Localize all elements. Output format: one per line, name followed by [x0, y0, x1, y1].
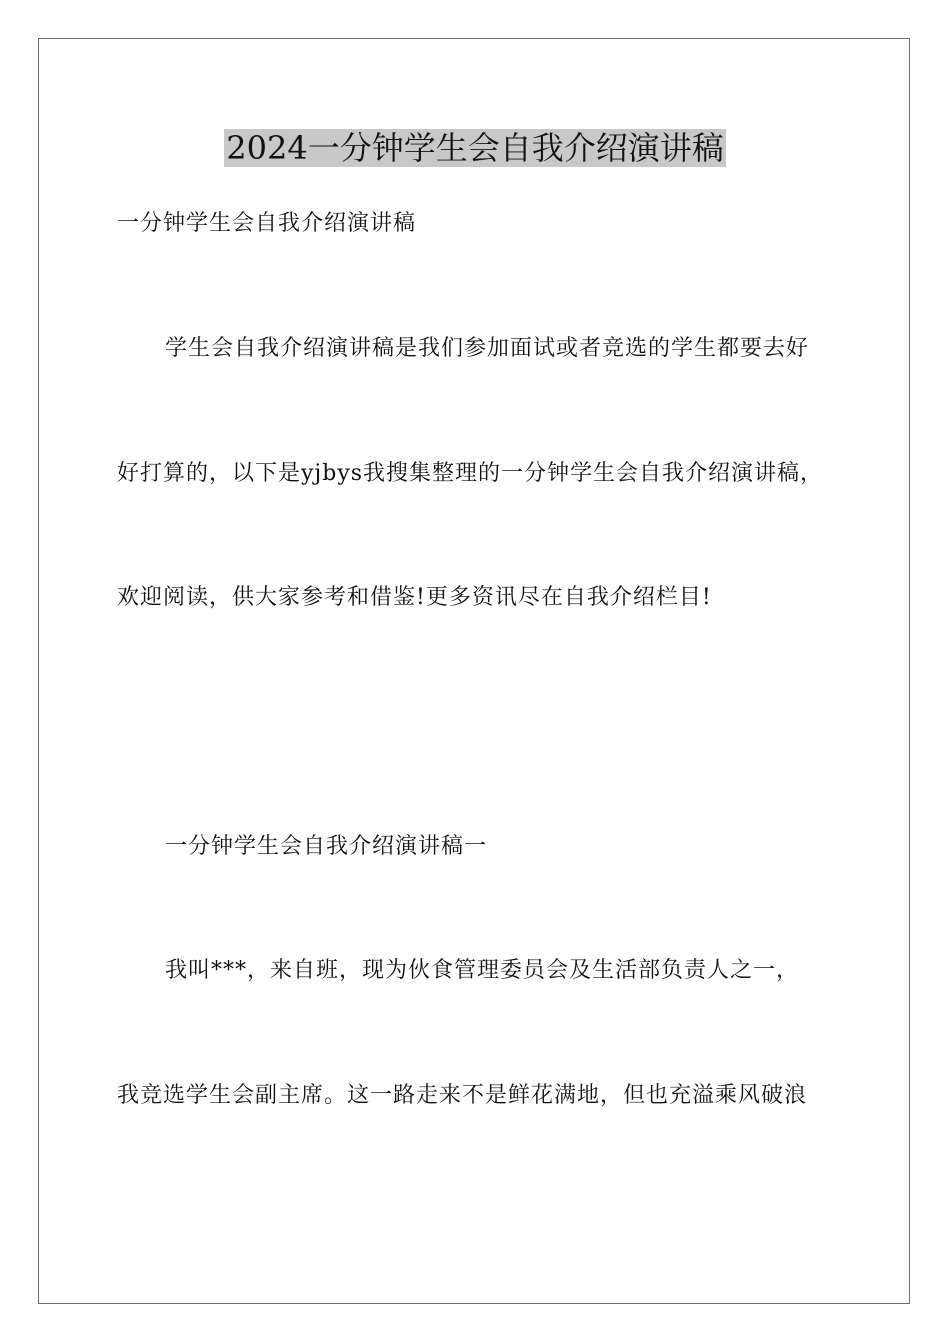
document-title: [0, 126, 950, 170]
paragraph-line-2: 好打算的，以下是yjbys我搜集整理的一分钟学生会自我介绍演讲稿，: [117, 461, 824, 486]
paragraph-line-4: 我叫***，来自班，现为伙食管理委员会及生活部负责人之一，: [165, 958, 800, 983]
subtitle-line: 一分钟学生会自我介绍演讲稿: [117, 211, 417, 236]
paragraph-line-1: 学生会自我介绍演讲稿是我们参加面试或者竞选的学生都要去好: [165, 336, 810, 361]
paragraph-line-5: 我竞选学生会副主席。这一路走来不是鲜花满地，但也充溢乘风破浪: [117, 1083, 808, 1108]
document-title-text: 2024一分钟学生会自我介绍演讲稿: [226, 129, 724, 167]
section-heading: 一分钟学生会自我介绍演讲稿一: [165, 834, 488, 859]
paragraph-line-3: 欢迎阅读，供大家参考和借鉴!更多资讯尽在自我介绍栏目!: [117, 585, 712, 610]
